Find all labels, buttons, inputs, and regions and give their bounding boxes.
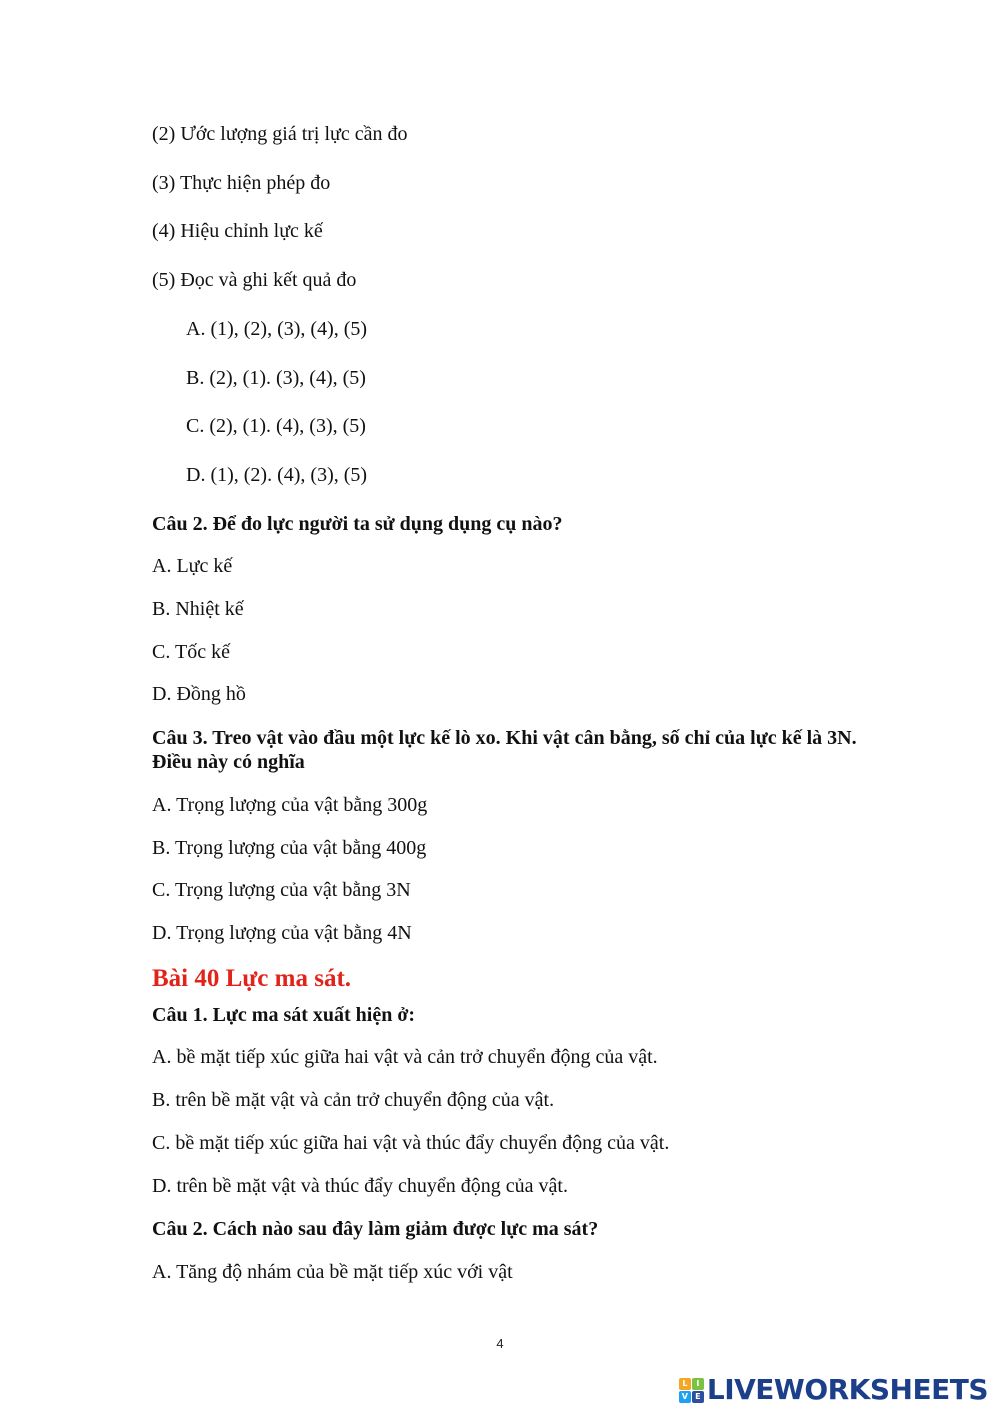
step-item: (5) Đọc và ghi kết quả đo xyxy=(152,269,357,291)
logo-grid-icon xyxy=(679,1378,704,1403)
answer-option: C. (2), (1). (4), (3), (5) xyxy=(186,415,366,437)
step-item: (3) Thực hiện phép đo xyxy=(152,172,331,194)
answer-option: C. Tốc kế xyxy=(152,641,230,663)
answer-option: A. bề mặt tiếp xúc giữa hai vật và cản trở chuyển động của vật. xyxy=(152,1046,658,1068)
liveworksheets-logo xyxy=(679,1373,988,1407)
question-heading: Câu 2. Để đo lực người ta sử dụng dụng cụ nào? xyxy=(152,513,563,535)
page-number: 4 xyxy=(496,1336,504,1351)
question-heading: Câu 3. Treo vật vào đầu một lực kế lò xo. Khi vật cân bằng, số chỉ của lực kế là 3N. Điều này có nghĩa xyxy=(152,727,857,773)
answer-option: A. Tăng độ nhám của bề mặt tiếp xúc với vật xyxy=(152,1261,513,1283)
answer-option: A. Trọng lượng của vật bằng 300g xyxy=(152,794,428,816)
step-item: (2) Ước lượng giá trị lực cần đo xyxy=(152,123,408,145)
logo-letter: E xyxy=(692,1391,704,1403)
answer-option: B. Trọng lượng của vật bằng 400g xyxy=(152,837,427,859)
question-heading: Câu 1. Lực ma sát xuất hiện ở: xyxy=(152,1004,416,1026)
brand-name: LIVEWORKSHEETS xyxy=(706,1373,988,1406)
answer-option: D. Trọng lượng của vật bằng 4N xyxy=(152,922,412,944)
answer-option: C. bề mặt tiếp xúc giữa hai vật và thúc đẩy chuyển động của vật. xyxy=(152,1132,670,1154)
answer-option: A. (1), (2), (3), (4), (5) xyxy=(186,318,368,340)
logo-letter: V xyxy=(679,1391,691,1403)
answer-option: B. Nhiệt kế xyxy=(152,598,244,620)
answer-option: D. (1), (2). (4), (3), (5) xyxy=(186,464,368,486)
answer-option: B. trên bề mặt vật và cản trở chuyển động của vật. xyxy=(152,1089,555,1111)
logo-letter: I xyxy=(692,1378,704,1390)
answer-option: C. Trọng lượng của vật bằng 3N xyxy=(152,879,411,901)
question-heading: Câu 2. Cách nào sau đây làm giảm được lực ma sát? xyxy=(152,1218,599,1240)
step-item: (4) Hiệu chỉnh lực kế xyxy=(152,220,323,242)
section-title: Bài 40 Lực ma sát. xyxy=(152,965,352,992)
answer-option: A. Lực kế xyxy=(152,555,233,577)
logo-letter: L xyxy=(679,1378,691,1390)
answer-option: D. trên bề mặt vật và thúc đẩy chuyển động của vật. xyxy=(152,1175,568,1197)
answer-option: D. Đồng hồ xyxy=(152,683,246,705)
answer-option: B. (2), (1). (3), (4), (5) xyxy=(186,367,366,389)
